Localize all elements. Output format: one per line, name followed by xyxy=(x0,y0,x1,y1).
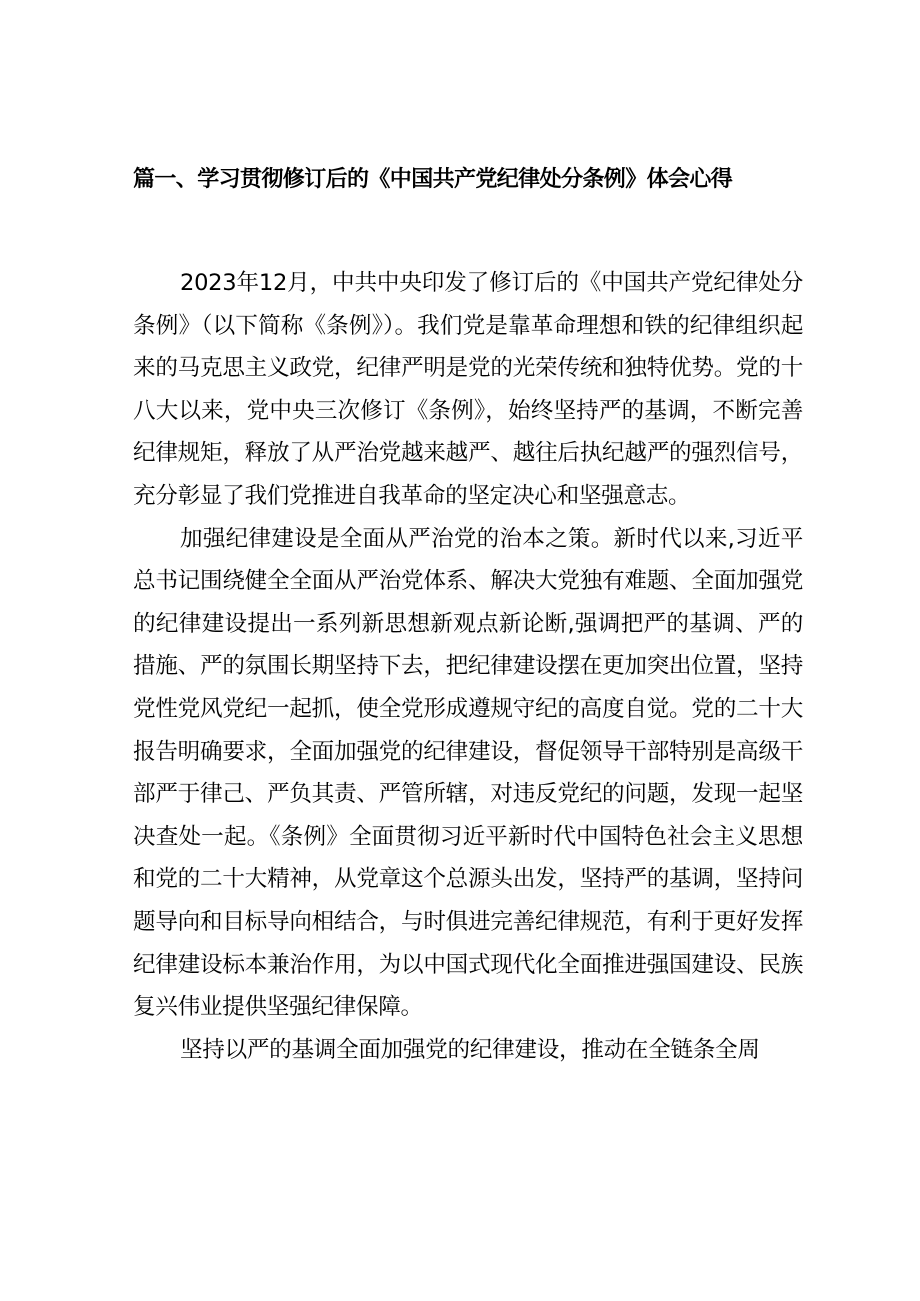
paragraph-1: 2023年12月，中共中央印发了修订后的《中国共产党纪律处分条例》（以下简称《条例》）。我们党是靠革命理想和铁的纪律组织起来的马克思主义政党，纪律严明是党的光荣传统和独特优势。党的十八大以来，党中央三次修订《条例》，始终坚持严的基调，不断完善纪律规矩，释放了从严治党越来越严、越往后执纪越严的强烈信号，充分彰显了我们党推进自我革命的坚定决心和坚强意志。 xyxy=(133,270,803,509)
document-title: 篇一、学习贯彻修订后的《中国共产党纪律处分条例》体会心得 xyxy=(133,167,733,192)
document-body xyxy=(133,262,803,1071)
paragraph-2: 加强纪律建设是全面从严治党的治本之策。新时代以来,习近平总书记围绕健全全面从严治党体系、解决大党独有难题、全面加强党的纪律建设提出一系列新思想新观点新论断,强调把严的基调、严的措施、严的氛围长期坚持下去，把纪律建设摆在更加突出位置，坚持党性党风党纪一起抓，使全党形成遵规守纪的高度自觉。党的二十大报告明确要求，全面加强党的纪律建设，督促领导干部特别是高级干部严于律己、严负其责、严管所辖，对违反党纪的问题，发现一起坚决查处一起。《条例》全面贯彻习近平新时代中国特色社会主义思想和党的二十大精神，从党章这个总源头出发，坚持严的基调，坚持问题导向和目标导向相结合，与时俱进完善纪律规范，有利于更好发挥纪律建设标本兼治作用，为以中国式现代化全面推进强国建设、民族复兴伟业提供坚强纪律保障。 xyxy=(133,525,803,1021)
paragraph-3: 坚持以严的基调全面加强党的纪律建设，推动在全链条全周 xyxy=(180,1036,760,1063)
